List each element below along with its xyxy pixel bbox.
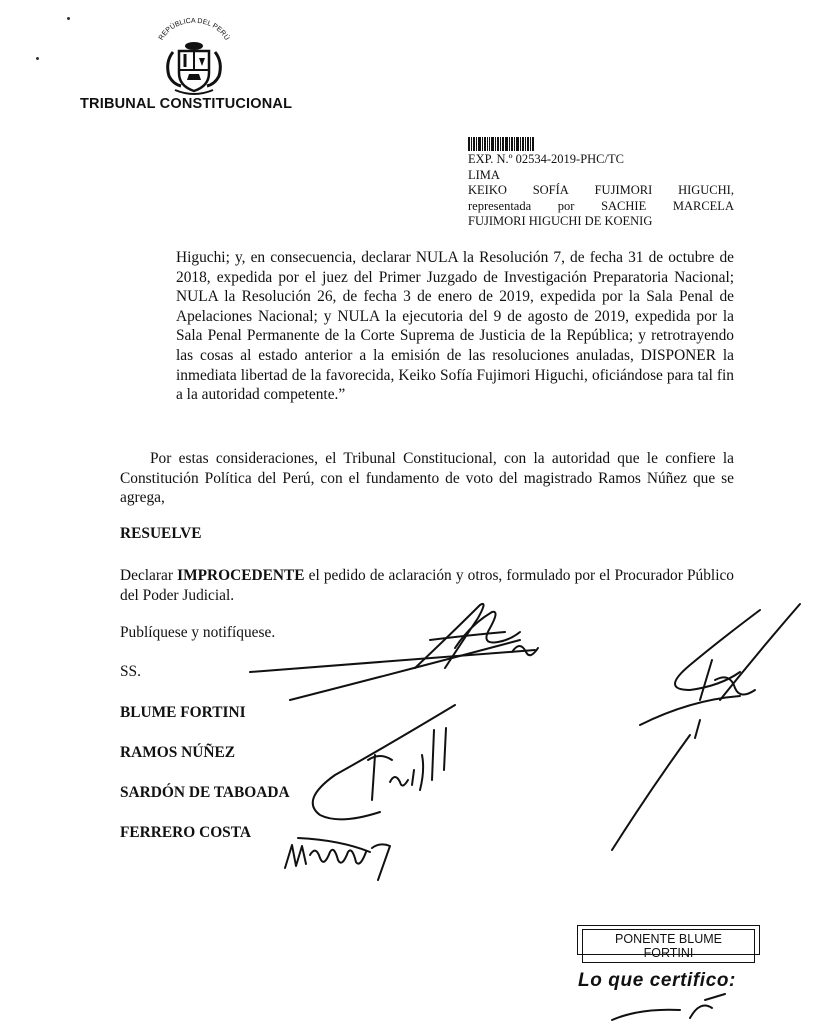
party-line: representada por SACHIE MARCELA <box>468 198 734 213</box>
signature-ferrero-costa <box>285 838 390 880</box>
decision-paragraph: Declarar IMPROCEDENTE el pedido de aclaración y otros, formulado por el Procurador Público del Poder Judicial. <box>120 567 734 604</box>
coat-of-arms-seal <box>155 18 233 98</box>
magistrate-name: BLUME FORTINI <box>120 704 246 721</box>
scan-speck <box>36 57 39 60</box>
party-line: KEIKO SOFÍA FUJIMORI HIGUCHI, <box>468 183 734 197</box>
barcode <box>468 137 534 151</box>
signature-ramos-nunez <box>612 604 800 850</box>
file-number: EXP. N.º 02534-2019-PHC/TC <box>468 152 624 166</box>
resolution-heading: RESUELVE <box>120 525 202 542</box>
considerations-paragraph: Por estas consideraciones, el Tribunal Constitucional, con la autoridad que le confiere la Constitución Política del Perú, con el fundamento de voto del magistrado Ramos Núñez que se agrega, <box>120 450 734 507</box>
magistrate-name: SARDÓN DE TABOADA <box>120 784 290 801</box>
certification-text: Lo que certifico: <box>578 970 736 991</box>
publish-notice: Publíquese y notifíquese. <box>120 624 276 641</box>
institution-name: TRIBUNAL CONSTITUCIONAL <box>80 96 293 112</box>
case-location: LIMA <box>468 167 500 182</box>
signature-certifier <box>612 994 725 1020</box>
ponente-box <box>577 925 760 960</box>
ponente-label: PONENTE BLUME FORTINI <box>582 929 755 963</box>
magistrate-name: FERRERO COSTA <box>120 824 251 841</box>
magistrate-name: RAMOS NÚÑEZ <box>120 744 236 761</box>
party-line: FUJIMORI HIGUCHI DE KOENIG <box>468 214 653 228</box>
decision-keyword: IMPROCEDENTE <box>177 567 305 584</box>
scan-speck <box>67 17 70 20</box>
quoted-paragraph: Higuchi; y, en consecuencia, declarar NULA la Resolución 7, de fecha 31 de octubre de 2018, expedida por el juez del Primer Juzgado de Investigación Preparatoria Nacional; NULA la Resolución 26, de fecha 3 de enero de 2019, expedida por la Sala Penal de Apelaciones Nacional; y NULA la ejecutoria del 9 de agosto de 2019, expedida por la Sala Penal Permanente de la Corte Suprema de Justicia de la República; y retrotrayendo las cosas al estado anterior a la emisión de las resoluciones anuladas, DISPONER la inmediata libertad de la favorecida, Keiko Sofía Fujimori Higuchi, oficiándose para tal fin a la autoridad competente.” <box>176 249 734 404</box>
ss-abbreviation: SS. <box>120 663 141 680</box>
case-header <box>468 152 734 230</box>
signature-blume-fortini <box>250 604 538 700</box>
signature-sardon-de-taboada <box>313 705 455 819</box>
svg-text:REPÚBLICA DEL PERÚ: REPÚBLICA DEL PERÚ <box>157 18 231 42</box>
